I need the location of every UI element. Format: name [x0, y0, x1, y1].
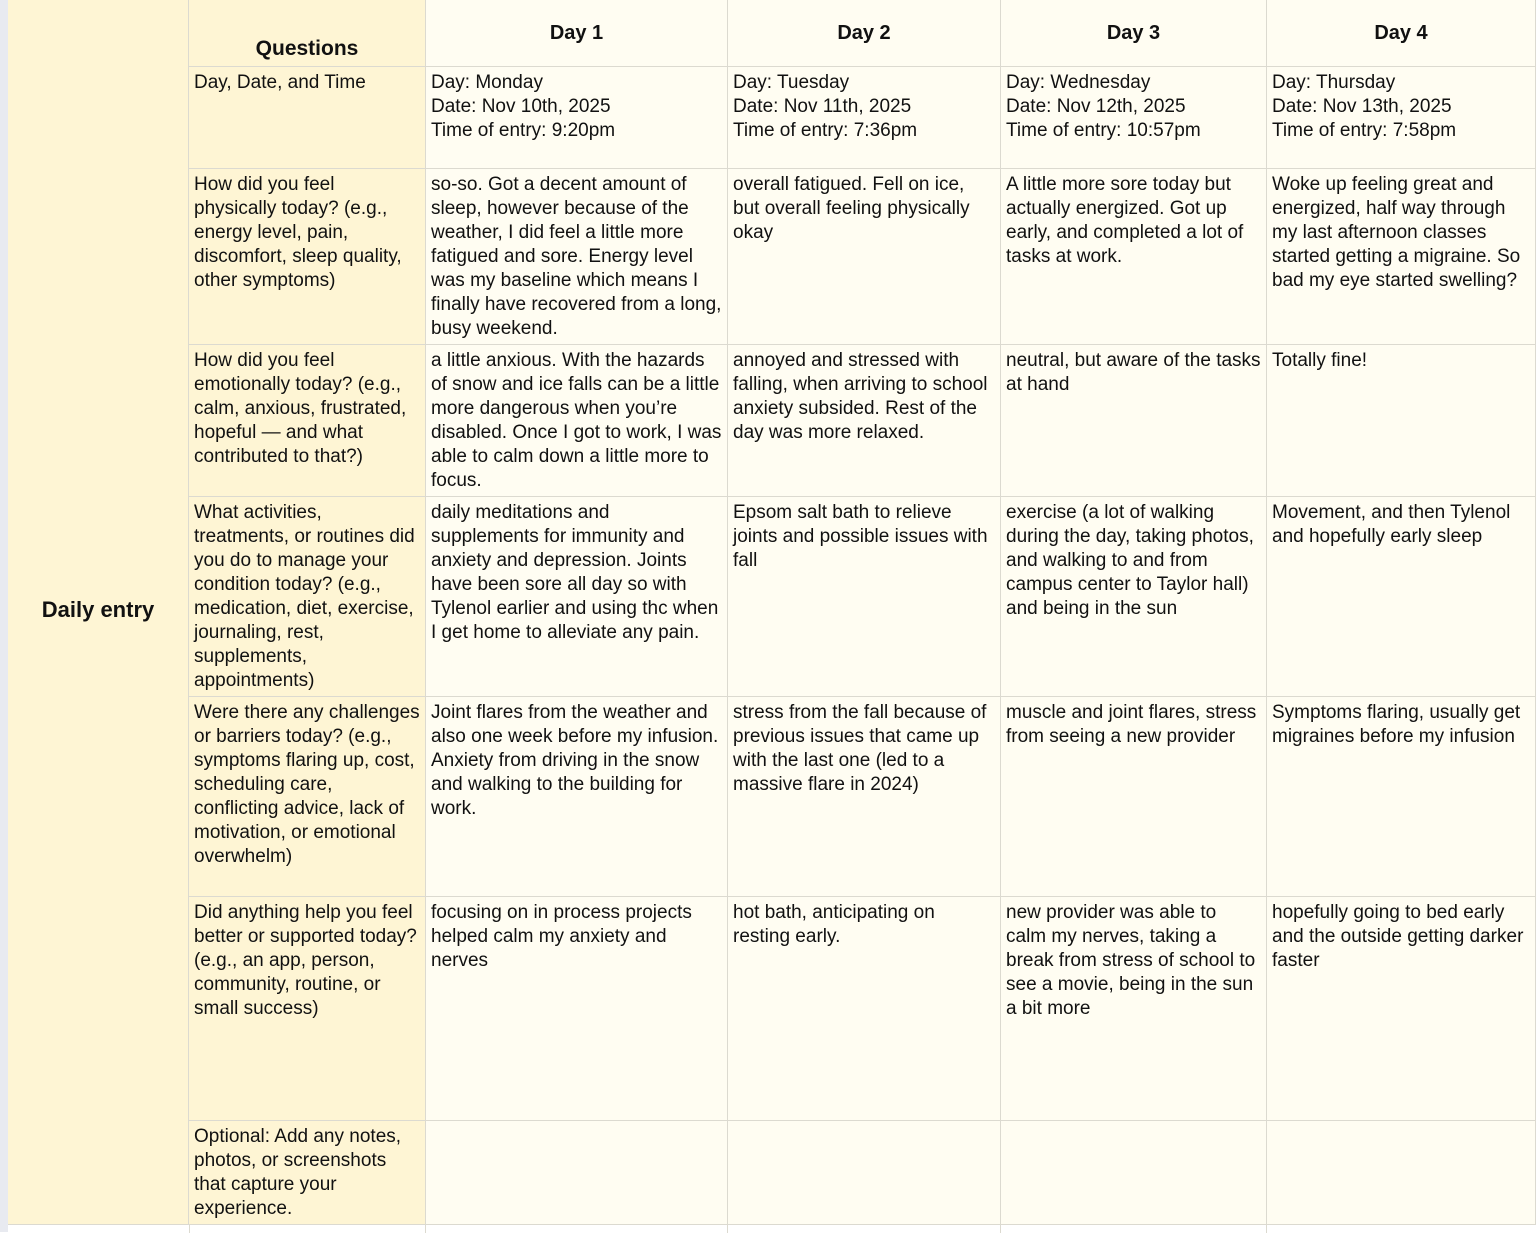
day-2-physical-cell[interactable]: overall fatigued. Fell on ice, but overall feeling physically okay	[728, 169, 1001, 345]
day-2-challenges-cell[interactable]: stress from the fall because of previous issues that came up with the last one (led to a massive flare in 2024)	[728, 697, 1001, 897]
question-physical[interactable]: How did you feel physically today? (e.g., energy level, pain, discomfort, sleep quality, other symptoms)	[189, 169, 426, 345]
day-4-emotional-cell[interactable]: Totally fine!	[1267, 345, 1536, 497]
day-1-datetime-cell[interactable]: Day: Monday Date: Nov 10th, 2025 Time of entry: 9:20pm	[426, 67, 728, 169]
daily-entry-label[interactable]	[8, 0, 189, 1224]
day-4-physical-cell[interactable]: Woke up feeling great and energized, half way through my last afternoon classes started getting a migraine. So bad my eye started swelling?	[1267, 169, 1536, 345]
day-1-emotional-cell[interactable]: a little anxious. With the hazards of snow and ice falls can be a little more dangerous when you’re disabled. Once I got to work, I was able to calm down a little more to focus.	[426, 345, 728, 497]
day-3-emotional-cell[interactable]: neutral, but aware of the tasks at hand	[1001, 345, 1267, 497]
day-1-header[interactable]: Day 1	[426, 0, 728, 67]
day-4-helped-cell[interactable]: hopefully going to bed early and the outside getting darker faster	[1267, 897, 1536, 1121]
day-2-datetime-cell[interactable]: Day: Tuesday Date: Nov 11th, 2025 Time of entry: 7:36pm	[728, 67, 1001, 169]
day-3-helped-cell[interactable]: new provider was able to calm my nerves, taking a break from stress of school to see a movie, being in the sun a bit more	[1001, 897, 1267, 1121]
day-4-challenges-cell[interactable]: Symptoms flaring, usually get migraines before my infusion	[1267, 697, 1536, 897]
day-3-challenges-cell[interactable]: muscle and joint flares, stress from seeing a new provider	[1001, 697, 1267, 897]
day-2-notes-cell[interactable]	[728, 1121, 1001, 1225]
day-1-notes-cell[interactable]	[426, 1121, 728, 1225]
question-challenges[interactable]: Were there any challenges or barriers today? (e.g., symptoms flaring up, cost, scheduling care, conflicting advice, lack of motivation, or emotional overwhelm)	[189, 697, 426, 897]
day-2-helped-cell[interactable]: hot bath, anticipating on resting early.	[728, 897, 1001, 1121]
day-3-physical-cell[interactable]: A little more sore today but actually energized. Got up early, and completed a lot of tasks at work.	[1001, 169, 1267, 345]
day-2-activities-cell[interactable]: Epsom salt bath to relieve joints and possible issues with fall	[728, 497, 1001, 697]
day-1-challenges-cell[interactable]: Joint flares from the weather and also one week before my infusion. Anxiety from driving in the snow and walking to the building for work.	[426, 697, 728, 897]
day-4-activities-cell[interactable]: Movement, and then Tylenol and hopefully early sleep	[1267, 497, 1536, 697]
question-datetime[interactable]: Day, Date, and Time	[189, 67, 426, 169]
day-2-emotional-cell[interactable]: annoyed and stressed with falling, when arriving to school anxiety subsided. Rest of the day was more relaxed.	[728, 345, 1001, 497]
question-activities[interactable]: What activities, treatments, or routines did you do to manage your condition today? (e.g., medication, diet, exercise, journaling, rest, supplements, appointments)	[189, 497, 426, 697]
day-3-header[interactable]: Day 3	[1001, 0, 1267, 67]
day-1-physical-cell[interactable]: so-so. Got a decent amount of sleep, however because of the weather, I did feel a little more fatigued and sore. Energy level was my baseline which means I finally have recovered from a long, busy weekend.	[426, 169, 728, 345]
day-1-helped-cell[interactable]: focusing on in process projects helped calm my anxiety and nerves	[426, 897, 728, 1121]
day-2-header[interactable]: Day 2	[728, 0, 1001, 67]
day-4-datetime-cell[interactable]: Day: Thursday Date: Nov 13th, 2025 Time of entry: 7:58pm	[1267, 67, 1536, 169]
day-4-header[interactable]: Day 4	[1267, 0, 1536, 67]
questions-header[interactable]: Questions	[189, 0, 426, 67]
day-3-activities-cell[interactable]: exercise (a lot of walking during the day, taking photos, and walking to and from campus center to Taylor hall) and being in the sun	[1001, 497, 1267, 697]
daily-entry-text: Daily entry	[41, 596, 155, 622]
day-4-notes-cell[interactable]	[1267, 1121, 1536, 1225]
question-helped[interactable]: Did anything help you feel better or supported today? (e.g., an app, person, community, routine, or small success)	[189, 897, 426, 1121]
question-emotional[interactable]: How did you feel emotionally today? (e.g., calm, anxious, frustrated, hopeful — and what contributed to that?)	[189, 345, 426, 497]
question-notes[interactable]: Optional: Add any notes, photos, or screenshots that capture your experience.	[189, 1121, 426, 1225]
day-1-activities-cell[interactable]: daily meditations and supplements for immunity and anxiety and depression. Joints have been sore all day so with Tylenol earlier and using thc when I get home to alleviate any pain.	[426, 497, 728, 697]
day-3-datetime-cell[interactable]: Day: Wednesday Date: Nov 12th, 2025 Time of entry: 10:57pm	[1001, 67, 1267, 169]
day-3-notes-cell[interactable]	[1001, 1121, 1267, 1225]
